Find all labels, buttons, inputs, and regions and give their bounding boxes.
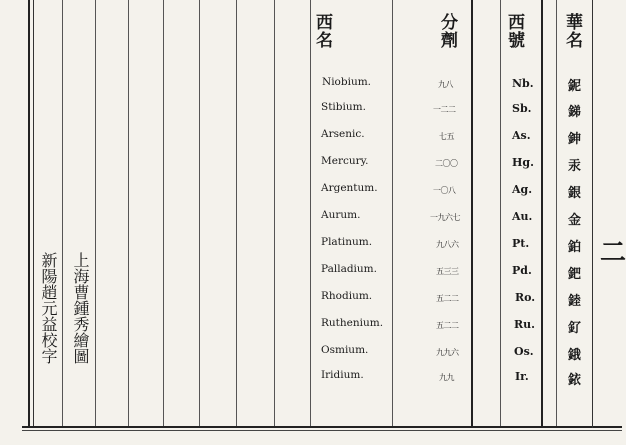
western-name: Aurum. xyxy=(321,209,361,221)
frame-left-inner-border xyxy=(33,0,34,428)
chinese-name: 鈮 xyxy=(568,79,582,94)
chinese-name: 銀 xyxy=(568,186,582,201)
chinese-name: 鉮 xyxy=(568,132,582,147)
atomic-weight: 一二二 xyxy=(433,105,456,114)
credit-illustrator: 上海曹鍾秀繪圖 xyxy=(71,252,90,364)
column-rule xyxy=(128,0,129,426)
chinese-name: 錴 xyxy=(568,294,582,309)
column-rule xyxy=(236,0,237,426)
chinese-name: 鋨 xyxy=(568,348,582,363)
western-name: Mercury. xyxy=(321,155,369,167)
atomic-weight: 九八 xyxy=(438,80,453,89)
element-symbol: Hg. xyxy=(512,156,534,169)
atomic-weight: 五二二 xyxy=(436,294,459,303)
column-rule xyxy=(163,0,164,426)
column-rule xyxy=(62,0,63,426)
column-rule xyxy=(95,0,96,426)
header-chinese-name: 華名 xyxy=(566,13,583,51)
element-symbol: Nb. xyxy=(512,77,534,90)
column-rule xyxy=(310,0,311,426)
element-symbol: Ir. xyxy=(515,370,529,383)
page-mark: 二 xyxy=(600,238,626,268)
western-name: Ruthenium. xyxy=(321,317,384,329)
western-name: Iridium. xyxy=(321,369,364,381)
element-symbol: Ru. xyxy=(514,318,535,331)
atomic-weight: 二〇〇 xyxy=(435,159,458,168)
element-symbol: As. xyxy=(512,129,531,142)
chinese-name: 汞 xyxy=(568,159,582,174)
western-name: Rhodium. xyxy=(321,290,373,302)
atomic-weight: 一〇八 xyxy=(433,186,456,195)
western-name: Niobium. xyxy=(322,76,372,88)
western-name: Platinum. xyxy=(321,236,373,248)
western-name: Argentum. xyxy=(321,182,378,194)
element-symbol: Ag. xyxy=(512,183,533,196)
atomic-weight: 一九六七 xyxy=(430,213,460,222)
western-name: Arsenic. xyxy=(321,128,365,140)
chinese-name: 鈀 xyxy=(568,267,582,282)
chinese-name: 銥 xyxy=(568,373,582,388)
western-name: Osmium. xyxy=(321,344,369,356)
atomic-weight: 五三三 xyxy=(436,267,459,276)
element-symbol: Ro. xyxy=(515,291,536,304)
western-name: Palladium. xyxy=(321,263,377,275)
atomic-weight: 九八六 xyxy=(436,240,459,249)
frame-left-border xyxy=(28,0,30,428)
column-rule xyxy=(556,0,557,426)
column-rule xyxy=(274,0,275,426)
header-western-name: 西名 xyxy=(316,13,333,51)
column-rule xyxy=(541,0,543,426)
frame-bottom-inner-border xyxy=(22,430,622,431)
atomic-weight: 九九六 xyxy=(436,348,459,357)
chinese-name: 銻 xyxy=(568,105,582,120)
element-symbol: Os. xyxy=(514,345,534,358)
atomic-weight: 九九 xyxy=(439,373,454,382)
column-rule xyxy=(471,0,473,426)
frame-bottom-border xyxy=(22,426,622,428)
element-symbol: Pd. xyxy=(512,264,532,277)
column-rule xyxy=(392,0,393,426)
credit-proofreader: 新陽趙元益校字 xyxy=(39,252,58,364)
chinese-name: 釕 xyxy=(568,321,582,336)
column-rule xyxy=(199,0,200,426)
western-name: Stibium. xyxy=(321,101,366,113)
element-symbol: Sb. xyxy=(512,102,532,115)
atomic-weight: 七五 xyxy=(439,132,454,141)
element-symbol: Au. xyxy=(512,210,533,223)
header-weight: 分劑 xyxy=(441,13,458,51)
column-rule xyxy=(500,0,501,426)
chinese-name: 鉑 xyxy=(568,240,582,255)
atomic-weight: 五二二 xyxy=(436,321,459,330)
element-symbol: Pt. xyxy=(512,237,530,250)
chinese-name: 金 xyxy=(568,213,582,228)
frame-right-border xyxy=(592,0,593,428)
header-symbol: 西號 xyxy=(508,13,525,51)
